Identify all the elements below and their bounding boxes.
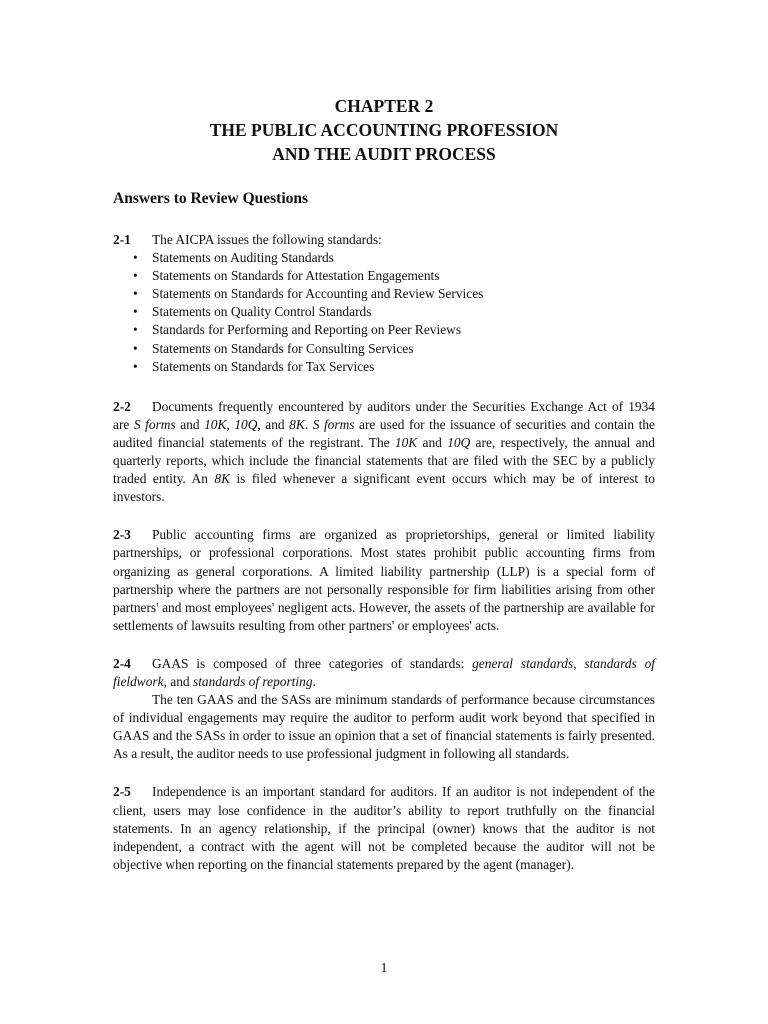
answer-2-4 [113,655,655,764]
chapter-title-line-1: THE PUBLIC ACCOUNTING PROFESSION [209,120,559,140]
section-heading: Answers to Review Questions [113,190,309,207]
answer-2-1 [113,231,655,376]
answer-text: , and [163,673,193,689]
answer-text: , [573,655,585,671]
bullet-icon: • [133,268,138,284]
document-page [113,94,655,874]
answer-text: . [304,416,313,432]
list-item-text: Statements on Standards for Attestation Engagements [152,268,440,284]
answer-intro: The AICPA issues the following standards: [152,232,382,247]
bullet-icon: • [133,304,138,320]
emphasis-term: general standards [472,655,574,671]
list-item [133,249,655,267]
emphasis-term: standards of fieldwork [113,655,656,689]
page-number: 1 [380,960,388,975]
question-number: 2-2 [113,398,131,414]
emphasis-term: 10K [204,416,227,432]
emphasis-term: S forms [312,416,355,432]
chapter-title-block [113,94,655,166]
list-item [133,267,655,285]
answer-text: Public accounting firms are organized as proprietorships, general or limited liability partnerships, or professional corporations. Most states prohibit public accounting firms from organizing as general corporations. A limited liability partnership (LLP) is a special form of partnership where the partners are not personally responsible for firm liabilities arising from other partners' and most employees' negligent acts. However, the assets of the partnership are available for settlements of lawsuits resulting from other partners' or employees' acts. [113,527,655,633]
bullet-icon: • [133,358,138,374]
answer-text: GAAS is composed of three categories of standards: [152,655,473,671]
list-item-text: Statements on Standards for Tax Services [152,358,375,374]
answer-text: , [226,416,235,432]
emphasis-term: 8K [289,416,305,432]
answer-text: are, respectively, the annual and quarterly reports, which include the financial statements that are filed with the SEC by a publicly traded entity. An [113,434,656,487]
answer-paragraph: The ten GAAS and the SASs are minimum standards of performance because circumstances of individual engagements may require the auditor to perform audit work beyond that specified in GAAS and the SASs in order to issue an opinion that a set of financial statements is fairly presented. As a result, the auditor needs to use professional judgment in following all standards. [113,692,655,762]
answer-text: are used for the issuance of securities and contain the audited financial statements of the registrant. The [113,416,655,450]
list-item-text: Statements on Quality Control Standards [152,304,372,320]
list-item-text: Statements on Standards for Consulting Services [152,340,414,356]
bullet-icon: • [133,250,138,266]
emphasis-term: 8K [214,471,231,487]
list-item [133,340,655,358]
list-item-text: Standards for Performing and Reporting on Peer Reviews [152,322,462,338]
list-item [133,358,655,376]
bullet-icon: • [133,340,138,356]
emphasis-term: 10Q [234,416,258,432]
chapter-number: CHAPTER 2 [334,96,434,116]
answer-text: . [312,673,316,689]
question-number: 2-5 [113,784,131,800]
answer-text: Independence is an important standard for auditors. If an auditor is not independent of the client, users may lose confidence in the auditor’s ability to report truthfully on the financial statements. In an agency relationship, if the principal (owner) knows that the auditor is not independent, a contract with the agent will not be completed because the auditor will not be objective when reporting on the financial statements prepared by the agent (manager). [113,784,655,872]
answer-2-5 [113,783,655,873]
answer-2-3 [113,526,655,635]
answer-text: and [175,416,205,432]
emphasis-term: 10K [394,434,418,450]
emphasis-term: S forms [133,416,176,432]
question-number: 2-1 [113,232,131,247]
answer-text: is filed whenever a significant event occurs which may be of interest to investors. [113,471,655,505]
emphasis-term: standards of reporting [192,673,313,689]
answer-text: Documents frequently encountered by auditors under the Securities Exchange Act of 1934 are [113,398,655,432]
list-item [133,321,655,339]
question-number: 2-4 [113,655,131,671]
standards-list [113,249,655,376]
answer-text: , and [257,416,290,432]
question-number: 2-3 [113,527,131,543]
list-item [133,303,655,321]
answer-text: and [417,434,448,450]
list-item [133,285,655,303]
emphasis-term: 10Q [447,434,471,450]
list-item-text: Statements on Auditing Standards [152,250,334,266]
bullet-icon: • [133,322,138,338]
list-item-text: Statements on Standards for Accounting and Review Services [152,286,484,302]
chapter-title-line-2: AND THE AUDIT PROCESS [272,144,496,164]
bullet-icon: • [133,286,138,302]
answer-2-2 [113,398,655,507]
